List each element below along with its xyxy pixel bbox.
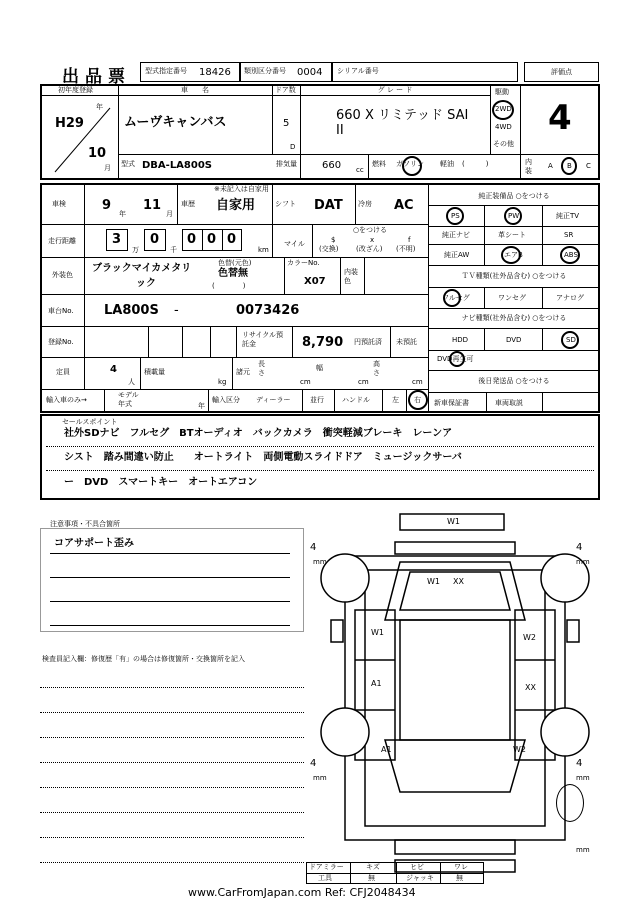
mark-w1-roof: W1 <box>447 517 460 526</box>
int-color-label: 内装色 <box>344 268 358 285</box>
sales-point-line2: シスト 踏み間違い防止 オートライト 両側電動スライドドア ミュージックサーバ <box>64 452 462 463</box>
notes-box <box>40 528 304 632</box>
color-label: 外装色 <box>52 271 73 279</box>
navi-sd: SD <box>566 336 576 344</box>
tire-fl-unit: mm <box>313 558 327 566</box>
tire-spare-unit: mm <box>576 846 590 854</box>
navi-dvd: DVD <box>506 336 522 344</box>
capacity-value: 4 <box>110 364 117 375</box>
meter-unknown-sym: f <box>408 236 411 244</box>
opt-sr: SR <box>564 231 574 239</box>
name-label: 車 名 <box>181 86 209 94</box>
interior-c: C <box>586 162 591 170</box>
sales-point-label: セールスポイント <box>62 418 118 426</box>
tire-rr: 4 <box>576 758 583 769</box>
handle-label: ハンドル <box>342 396 370 404</box>
opt-manual: 車両取説 <box>495 399 523 407</box>
legend-tools: 工具 <box>318 874 332 882</box>
first-reg-month: 10 <box>88 146 107 161</box>
sheet-title: 出品票 <box>62 67 131 87</box>
mileage-d2: 0 <box>150 232 160 247</box>
fuel-other: ( ) <box>462 160 489 168</box>
tv-fullseg-circle <box>443 289 461 307</box>
notes-text: コアサポート歪み <box>54 538 134 549</box>
tire-fl: 4 <box>310 542 317 553</box>
tire-rr-unit: mm <box>576 774 590 782</box>
navi-title: ナビ種類(社外品含む) ○をつける <box>461 314 567 322</box>
shift-label: シフト <box>275 200 296 208</box>
doors-label: ドア数 <box>275 86 296 94</box>
handle-left: 左 <box>392 396 399 404</box>
tire-rl-unit: mm <box>313 774 327 782</box>
navi-sd-circle <box>561 331 579 349</box>
interior-label: 内装 <box>525 158 532 175</box>
month-label: 月 <box>104 164 111 172</box>
drive-2wd: 2WD <box>495 105 512 113</box>
fuel-diesel: 軽油 <box>440 160 454 168</box>
opt-tv: 純正TV <box>556 212 580 220</box>
recycle-unit: 円預託済 <box>354 338 382 346</box>
katashiki-label: 型式指定番号 <box>145 67 187 75</box>
sales-point-line1: 社外SDナビ フルセグ BTオーディオ バックカメラ 衝突軽減ブレーキ レーンア <box>64 428 453 439</box>
chassis-prefix: LA800S <box>104 303 159 318</box>
aftermarket-title: 後日発送品 ○をつける <box>478 377 550 385</box>
serial-label: シリアル番号 <box>337 67 379 75</box>
length-label: 長さ <box>258 360 265 377</box>
opt-abs: ABS <box>564 251 578 259</box>
opt-abs-circle <box>560 246 580 264</box>
mark-a1-rear: A1 <box>381 745 392 754</box>
reg-no-label: 登録No. <box>48 338 74 346</box>
sen-unit: 千 <box>170 246 177 254</box>
import-cat-label: 輸入区分 <box>212 396 240 404</box>
height-unit: cm <box>412 378 423 386</box>
meter-unknown: (不明) <box>396 245 416 253</box>
katashiki-cell <box>140 62 240 82</box>
legend-jack: ジャッキ <box>406 874 434 882</box>
first-reg-year: H29 <box>55 116 84 131</box>
doors-unit: D <box>290 143 296 151</box>
score-label-cell <box>524 62 599 82</box>
score-value: 4 <box>548 98 572 138</box>
mileage-d5: 0 <box>227 232 237 247</box>
shaken-y: 年 <box>119 210 126 218</box>
load-unit: kg <box>218 378 227 386</box>
import-parallel: 並行 <box>310 396 324 404</box>
serial-cell <box>332 62 518 82</box>
grade-line2: II <box>336 123 344 138</box>
opt-navi: 純正ナビ <box>442 231 470 239</box>
model-label: 型式 <box>121 160 135 168</box>
ruibetsu-label: 類別区分番号 <box>244 67 286 75</box>
meter-exchange-sym: $ <box>331 236 336 244</box>
drive-other: その他 <box>493 140 514 148</box>
mileage-label: 走行距離 <box>48 237 76 245</box>
katashiki-value: 18426 <box>199 67 231 78</box>
meter-modified-sym: x <box>370 236 375 244</box>
chassis-value: 0073426 <box>236 303 300 318</box>
meter-label: マイル <box>284 240 305 248</box>
dims-label: 諸元 <box>236 368 250 376</box>
drive-2wd-circle <box>492 100 514 120</box>
capacity-unit: 人 <box>128 378 135 386</box>
color-value-l2: ック <box>136 278 156 289</box>
legend-hibi: ヒビ <box>410 863 424 871</box>
history-label: 車歴 <box>181 200 195 208</box>
recycle-label: リサイクル預託金 <box>242 331 284 348</box>
width-label: 幅 <box>316 364 323 372</box>
year-label: 年 <box>96 103 103 111</box>
tv-oneseg: ワンセグ <box>498 294 526 302</box>
mark-a1-left: A1 <box>371 679 382 688</box>
grade-label: グ レ ー ド <box>377 86 413 94</box>
opt-pw-circle <box>504 207 522 225</box>
legend-ware: ワレ <box>454 863 468 871</box>
opt-pw: PW <box>508 212 520 220</box>
tv-title: ＴＶ種類(社外品含む) ○をつける <box>461 272 567 280</box>
color-change-label: 色替(元色) <box>218 259 252 267</box>
opt-airbag-circle <box>501 246 521 264</box>
opt-warranty: 新車保証書 <box>434 399 469 407</box>
color-value-l1: ブラックマイカメタリ <box>92 263 192 274</box>
handle-right: 右 <box>414 396 421 404</box>
width-unit: cm <box>358 378 369 386</box>
legend-jack-val: 無 <box>456 874 463 882</box>
ruibetsu-value: 0004 <box>297 67 323 78</box>
mark-w2-rear: W2 <box>513 745 526 754</box>
height-label: 高さ <box>373 360 380 377</box>
mark-xx-windshield: XX <box>453 577 464 586</box>
model-year-label: モデル年式 <box>118 391 139 408</box>
fuel-label: 燃料 <box>372 160 386 168</box>
cooler-value: AC <box>394 198 414 213</box>
opt-ps-circle <box>446 207 464 225</box>
first-reg-label: 初年度登録 <box>58 86 93 94</box>
capacity-label: 定員 <box>56 368 70 376</box>
mark-xx-right: XX <box>525 683 536 692</box>
interior-a: A <box>548 162 553 170</box>
history-value: 自家用 <box>216 198 256 213</box>
drive-4wd: 4WD <box>495 123 512 131</box>
chassis-dash: - <box>174 303 179 318</box>
shaken-year: 9 <box>102 198 112 213</box>
tv-analog: アナログ <box>556 294 584 302</box>
color-no-label: カラーNo. <box>287 259 320 267</box>
tv-fullseg: フルセグ <box>442 294 470 302</box>
opt-airbag: エアB <box>504 251 523 259</box>
car-damage-diagram <box>305 510 605 890</box>
man-unit: 万 <box>132 246 139 254</box>
displacement-unit: cc <box>356 166 364 174</box>
meter-exchange: (交換) <box>319 245 339 253</box>
mileage-d1: 3 <box>112 232 122 247</box>
interior-b: B <box>567 162 572 170</box>
opt-ps: PS <box>451 212 460 220</box>
meter-modified: (改ざん) <box>356 245 383 253</box>
color-change-paren: ( ) <box>212 282 246 290</box>
grade-line1: 660 X リミテッド SAI <box>336 108 469 123</box>
legend-kizu: キズ <box>366 863 380 871</box>
legend-mirror: ドアミラー <box>309 863 344 871</box>
shaken-m: 月 <box>166 210 173 218</box>
shaken-month: 11 <box>143 198 162 213</box>
dvd-play-circle <box>449 351 465 367</box>
legend-tools-val: 無 <box>368 874 375 882</box>
tire-fr: 4 <box>576 542 583 553</box>
shift-value: DAT <box>314 198 343 213</box>
color-change-value: 色替無 <box>218 268 248 279</box>
import-label: 輸入車のみ→ <box>46 396 87 404</box>
navi-hdd: HDD <box>452 336 469 344</box>
tire-fr-unit: mm <box>576 558 590 566</box>
import-dealer: ディーラー <box>256 396 291 404</box>
meter-circle-note: ○をつける <box>352 226 388 234</box>
mark-w1-left-door: W1 <box>371 628 384 637</box>
chassis-label: 車台No. <box>48 307 74 315</box>
doors-value: 5 <box>283 118 290 129</box>
drive-label: 駆動 <box>495 88 509 96</box>
length-unit: cm <box>300 378 311 386</box>
tire-rl: 4 <box>310 758 317 769</box>
opt-aw: 純正AW <box>444 251 470 259</box>
mileage-d4: 0 <box>207 232 217 247</box>
model-year-unit: 年 <box>198 402 205 410</box>
mark-w2-right-door: W2 <box>523 633 536 642</box>
footer-watermark: www.CarFromJapan.com Ref: CFJ2048434 <box>188 886 416 899</box>
handle-right-circle <box>408 390 428 410</box>
shaken-label: 車検 <box>52 200 66 208</box>
km-unit: km <box>258 246 269 254</box>
sales-point-line3: ー DVD スマートキー オートエアコン <box>64 477 258 488</box>
opt-leather: 革シート <box>498 231 526 239</box>
notes-label: 注意事項・不具合箇所 <box>50 520 120 528</box>
color-no-value: X07 <box>304 276 326 287</box>
spare-tire <box>556 784 584 822</box>
displacement-value: 660 <box>322 160 342 171</box>
history-note: ※未記入は自家用 <box>214 185 269 193</box>
name-value: ムーヴキャンバス <box>124 115 227 130</box>
model-value: DBA-LA800S <box>142 160 212 171</box>
score-label: 評価点 <box>551 68 572 76</box>
dvd-play: DVD再生可 <box>437 355 474 363</box>
mark-w1-windshield: W1 <box>427 577 440 586</box>
mileage-d3: 0 <box>187 232 197 247</box>
displacement-label: 排気量 <box>276 160 297 168</box>
interior-b-circle <box>561 157 577 175</box>
cooler-label: 冷房 <box>358 200 372 208</box>
recycle-unpaid: 未預託 <box>396 338 417 346</box>
ruibetsu-cell <box>240 62 332 82</box>
fuel-gasoline-circle <box>402 156 422 176</box>
load-label: 積載量 <box>144 368 165 376</box>
recycle-value: 8,790 <box>302 335 344 350</box>
inspector-label: 検査員記入欄：修復歴「有」の場合は修復箇所・交換箇所を記入 <box>42 655 245 663</box>
genuine-title: 純正装備品 ○をつける <box>478 192 550 200</box>
fuel-gasoline: ガソリン <box>396 160 424 168</box>
